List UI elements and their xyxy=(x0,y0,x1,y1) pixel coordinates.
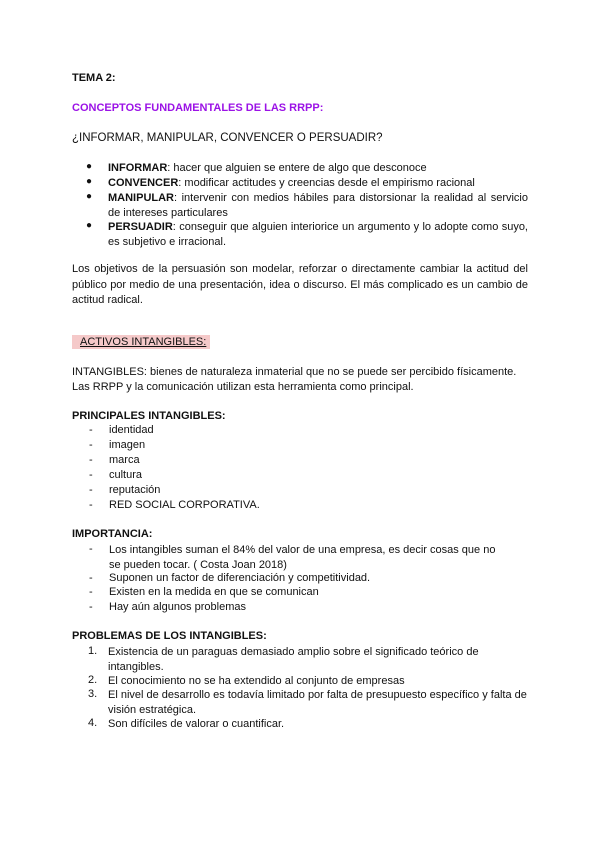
bullet-term: PERSUADIR xyxy=(108,221,173,233)
importancia-heading: IMPORTANCIA: xyxy=(72,528,153,540)
list-item-text: marca xyxy=(109,454,140,466)
list-number: 1. xyxy=(88,645,98,657)
dash: - xyxy=(89,499,93,511)
dash: - xyxy=(89,454,93,466)
bullet-term: MANIPULAR xyxy=(108,192,174,204)
dash: - xyxy=(89,572,93,584)
conceptos-title: CONCEPTOS FUNDAMENTALES DE LAS RRPP: xyxy=(72,102,324,114)
list-item-text: cultura xyxy=(109,469,143,481)
bullet-desc: : modificar actitudes y creencias desde el empirismo racional xyxy=(178,177,475,189)
list-number: 4. xyxy=(88,717,98,729)
list-item-text: Existencia de un paraguas demasiado amplio sobre el significado teórico de intangibles. xyxy=(108,646,479,673)
dash: - xyxy=(89,601,93,613)
list-item-text: identidad xyxy=(109,424,154,436)
list-number: 3. xyxy=(88,688,98,700)
dash: - xyxy=(89,484,93,496)
dash: - xyxy=(89,424,93,436)
list-item-text: Son difíciles de valorar o cuantificar. xyxy=(108,718,285,730)
question-line: ¿INFORMAR, MANIPULAR, CONVENCER O PERSUADIR? xyxy=(72,132,383,144)
bullet-term: CONVENCER xyxy=(108,177,179,189)
intangibles-definition-1: INTANGIBLES: bienes de naturaleza inmaterial que no se puede ser percibido físicamente. xyxy=(72,366,517,378)
list-item-text: imagen xyxy=(109,439,146,451)
list-item-text: Los intangibles suman el 84% del valor de una empresa, es decir cosas que no se pueden tocar. ( Costa Joan 2018) xyxy=(109,544,496,571)
list-item-text: Suponen un factor de diferenciación y competitividad. xyxy=(109,572,371,584)
tema-heading: TEMA 2: xyxy=(72,72,116,84)
bullet-dot: ● xyxy=(86,161,93,172)
bullet-desc: : intervenir con medios hábiles para distorsionar la realidad al servicio de intereses particulares xyxy=(108,192,528,219)
persuasion-paragraph: Los objetivos de la persuasión son modelar, reforzar o directamente cambiar la actitud del público por medio de una presentación, idea o discurso. El más complicado es un cambio de actitud radical. xyxy=(72,263,528,306)
bullet-dot: ● xyxy=(86,191,93,202)
dash: - xyxy=(89,469,93,481)
list-item-text: reputación xyxy=(109,484,161,496)
list-number: 2. xyxy=(88,674,98,686)
dash: - xyxy=(89,543,93,555)
bullet-dot: ● xyxy=(86,176,93,187)
dash: - xyxy=(89,586,93,598)
dash: - xyxy=(89,439,93,451)
bullet-term: INFORMAR xyxy=(108,162,168,174)
activos-heading: ACTIVOS INTANGIBLES: xyxy=(72,335,210,349)
problemas-heading: PROBLEMAS DE LOS INTANGIBLES: xyxy=(72,630,267,642)
list-item-text: Existen en la medida en que se comunican xyxy=(109,586,319,598)
intangibles-definition-2: Las RRPP y la comunicación utilizan esta herramienta como principal. xyxy=(72,381,414,393)
list-item-text: Hay aún algunos problemas xyxy=(109,601,246,613)
bullet-desc: : conseguir que alguien interiorice un argumento y lo adopte como suyo, es subjetivo e irracional. xyxy=(108,221,528,248)
list-item-text: El conocimiento no se ha extendido al conjunto de empresas xyxy=(108,675,405,687)
list-item-text: RED SOCIAL CORPORATIVA. xyxy=(109,499,260,511)
list-item-text: El nivel de desarrollo es todavía limitado por falta de presupuesto específico y falta de visión estratégica. xyxy=(108,689,527,716)
principales-heading: PRINCIPALES INTANGIBLES: xyxy=(72,410,226,422)
bullet-dot: ● xyxy=(86,220,93,231)
bullet-desc: : hacer que alguien se entere de algo que desconoce xyxy=(167,162,427,174)
activos-heading-wrapper xyxy=(72,336,210,348)
